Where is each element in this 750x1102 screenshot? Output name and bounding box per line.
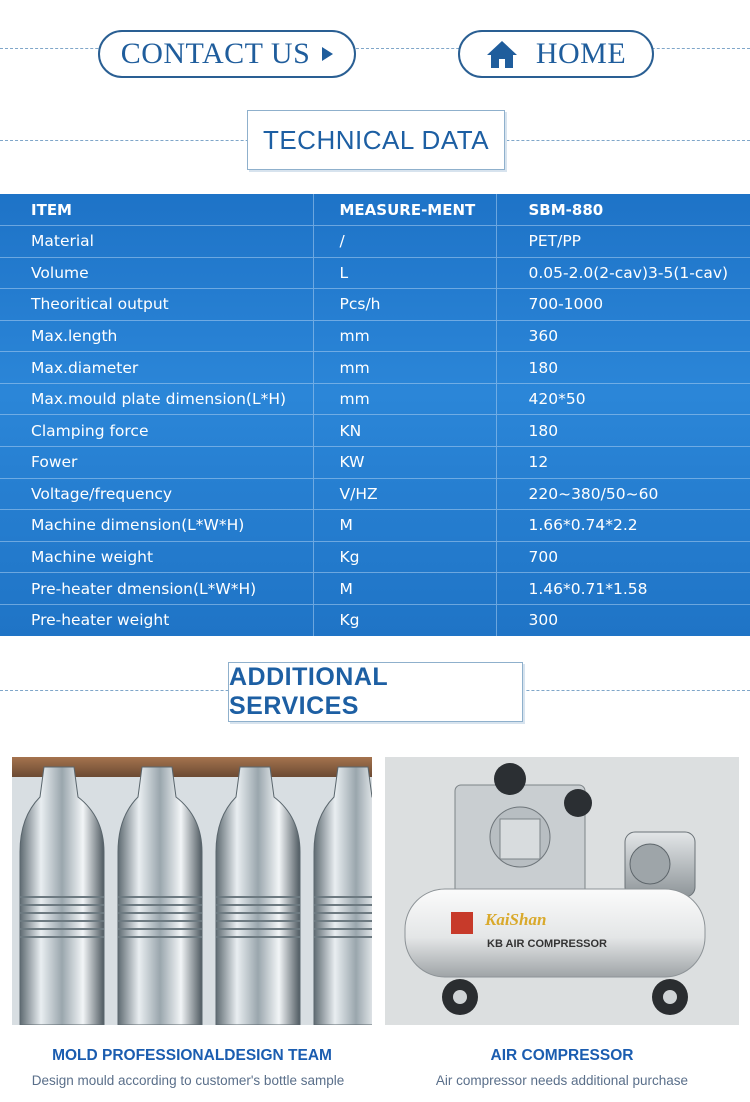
spec-item-cell: Volume xyxy=(0,257,313,289)
mold-bottles-photo xyxy=(12,757,372,1025)
spec-unit-cell: mm xyxy=(313,352,496,384)
spec-item-cell: Pre-heater weight xyxy=(31,611,170,630)
table-row xyxy=(0,604,750,636)
spec-item-cell: Fower xyxy=(0,447,313,479)
table-row xyxy=(0,573,750,605)
table-row xyxy=(0,352,750,384)
spec-unit-cell: M xyxy=(313,573,496,605)
table-row xyxy=(0,447,750,479)
air-compressor-subtitle: Air compressor needs additional purchase xyxy=(435,1073,689,1088)
spec-unit-cell: mm xyxy=(313,320,496,352)
kaishan-logo-text: KaiShan xyxy=(485,910,547,929)
contact-us-button[interactable] xyxy=(98,30,356,78)
spec-unit-cell: L xyxy=(313,257,496,289)
mold-team-subtitle: Design mould according to customer's bottle sample xyxy=(31,1073,345,1088)
kb-air-compressor-text: KB AIR COMPRESSOR xyxy=(487,938,607,950)
spec-item-cell: Max.diameter xyxy=(0,352,313,384)
spec-item-cell: Material xyxy=(0,226,313,258)
additional-services-title: ADDITIONAL SERVICES xyxy=(228,662,523,722)
spec-value-cell: PET/PP xyxy=(496,226,750,258)
kaishan-logo-icon xyxy=(451,912,473,934)
table-row xyxy=(0,383,750,415)
spec-item-cell: Clamping force xyxy=(0,415,313,447)
table-header-row xyxy=(0,194,750,226)
spec-unit-cell: Pcs/h xyxy=(313,289,496,321)
spec-unit-cell: KN xyxy=(313,415,496,447)
spec-value-cell: 12 xyxy=(496,447,750,479)
air-compressor-title: AIR COMPRESSOR xyxy=(490,1047,634,1064)
table-row xyxy=(0,320,750,352)
home-label: HOME xyxy=(535,37,627,70)
spec-value-cell: 700-1000 xyxy=(496,289,750,321)
contact-us-label: CONTACT US xyxy=(120,37,311,70)
spec-value-cell: 1.66*0.74*2.2 xyxy=(496,510,750,542)
spec-item-cell: Voltage/frequency xyxy=(0,478,313,510)
spec-value-cell: 700 xyxy=(496,541,750,573)
spec-item-cell: Pre-heater dmension(L*W*H) xyxy=(0,573,313,605)
home-button[interactable] xyxy=(458,30,654,78)
air-compressor-photo xyxy=(385,757,739,1025)
column-header-measurement: MEASURE-MENT xyxy=(313,194,496,226)
spec-unit-cell: Kg xyxy=(313,604,496,636)
table-row xyxy=(0,541,750,573)
table-row xyxy=(0,510,750,542)
spec-table xyxy=(0,194,750,636)
mold-team-title: MOLD PROFESSIONALDESIGN TEAM xyxy=(52,1047,332,1064)
column-header-model: SBM-880 xyxy=(496,194,750,226)
spec-value-cell: 360 xyxy=(496,320,750,352)
spec-item-cell: Machine weight xyxy=(0,541,313,573)
spec-value-cell: 420*50 xyxy=(496,383,750,415)
column-header-item: ITEM xyxy=(0,194,313,226)
table-row xyxy=(0,289,750,321)
spec-item-cell: Max.mould plate dimension(L*H) xyxy=(0,383,313,415)
spec-value-cell: 180 xyxy=(496,415,750,447)
spec-value-cell: 300 xyxy=(496,604,750,636)
spec-item-cell: Max.length xyxy=(0,320,313,352)
spec-value-cell: 220~380/50~60 xyxy=(496,478,750,510)
spec-value-cell: 1.46*0.71*1.58 xyxy=(496,573,750,605)
home-icon xyxy=(486,39,518,69)
table-row xyxy=(0,415,750,447)
spec-unit-cell: V/HZ xyxy=(313,478,496,510)
spec-unit-cell: / xyxy=(313,226,496,258)
table-row xyxy=(0,257,750,289)
spec-unit-cell: Kg xyxy=(313,541,496,573)
spec-unit-cell: mm xyxy=(313,383,496,415)
spec-value-cell: 0.05-2.0(2-cav)3-5(1-cav) xyxy=(496,257,750,289)
technical-data-title: TECHNICAL DATA xyxy=(247,110,505,170)
spec-value-cell: 180 xyxy=(496,352,750,384)
spec-item-cell: Theoritical output xyxy=(0,289,313,321)
spec-unit-cell: KW xyxy=(313,447,496,479)
table-row xyxy=(0,478,750,510)
spec-unit-cell: M xyxy=(313,510,496,542)
play-arrow-icon xyxy=(322,47,333,61)
spec-item-cell: Machine dimension(L*W*H) xyxy=(0,510,313,542)
table-row xyxy=(0,226,750,258)
